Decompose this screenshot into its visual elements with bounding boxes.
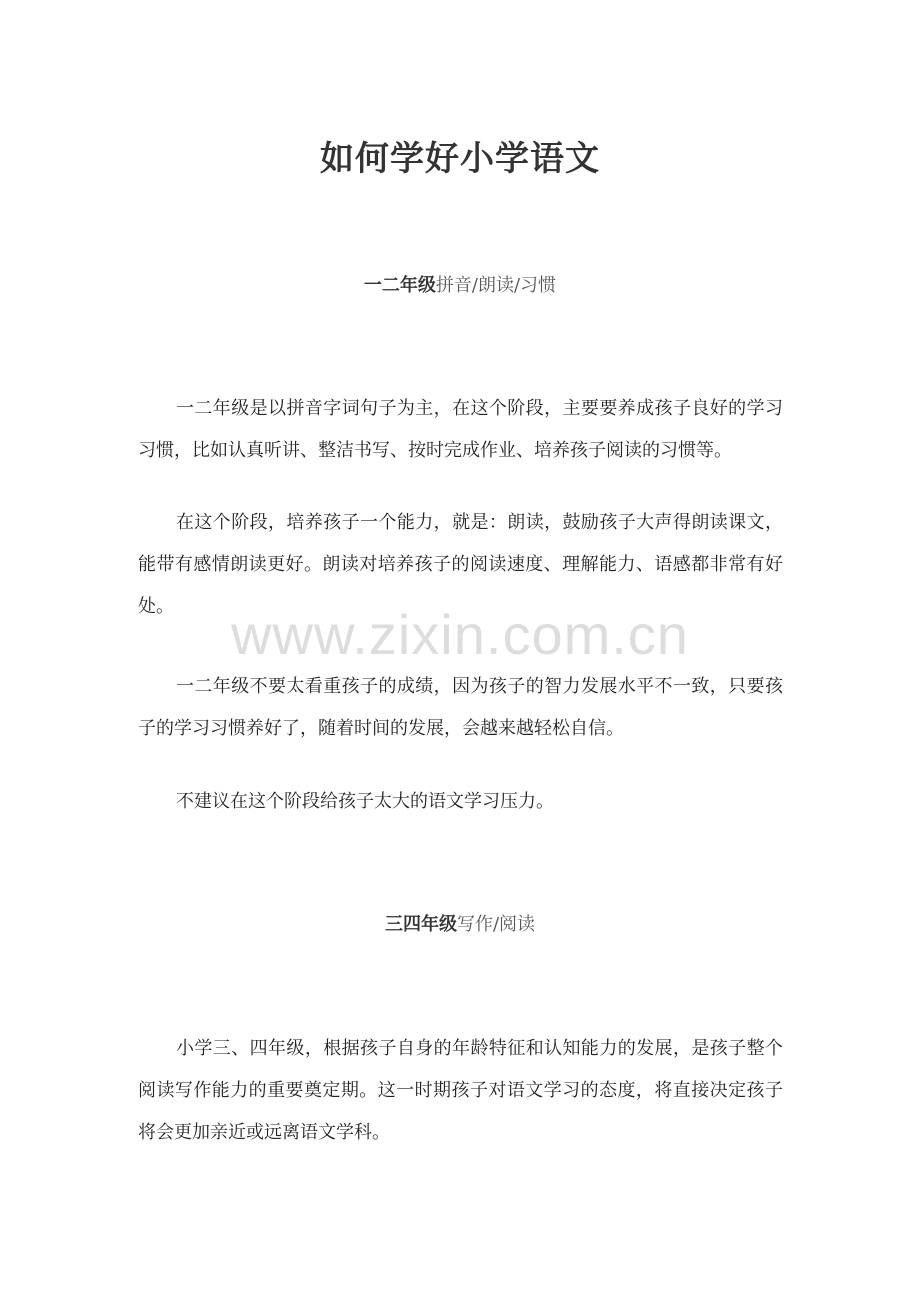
section-heading-grade-3-4 bbox=[0, 912, 920, 938]
paragraph: 在这个阶段，培养孩子一个能力，就是：朗读，鼓励孩子大声得朗读课文，能带有感情朗读更好。朗读对培养孩子的阅读速度、理解能力、语感都非常有好处。 bbox=[138, 512, 783, 617]
watermark: www.zixin.com.cn bbox=[231, 603, 689, 666]
paragraph: 小学三、四年级，根据孩子自身的年龄特征和认知能力的发展，是孩子整个阅读写作能力的重要奠定期。这一时期孩子对语文学习的态度，将直接决定孩子将会更加亲近或远离语文学科。 bbox=[138, 1038, 783, 1143]
paragraph: 一二年级是以拼音字词句子为主，在这个阶段，主要要养成孩子良好的学习习惯，比如认真听讲、整洁书写、按时完成作业、培养孩子阅读的习惯等。 bbox=[138, 398, 783, 461]
paragraph: 不建议在这个阶段给孩子太大的语文学习压力。 bbox=[176, 791, 554, 812]
section-grade-label: 一二年级 bbox=[363, 275, 436, 296]
section-topic-label: 拼音/朗读/习惯 bbox=[435, 275, 557, 296]
page-title: 如何学好小学语文 bbox=[320, 138, 600, 179]
section-grade-label: 三四年级 bbox=[384, 914, 457, 935]
section-topic-label: 写作/阅读 bbox=[456, 914, 536, 935]
paragraph: 一二年级不要太看重孩子的成绩，因为孩子的智力发展水平不一致，只要孩子的学习习惯养好了，随着时间的发展，会越来越轻松自信。 bbox=[138, 676, 783, 739]
section-heading-grade-1-2 bbox=[0, 273, 920, 299]
